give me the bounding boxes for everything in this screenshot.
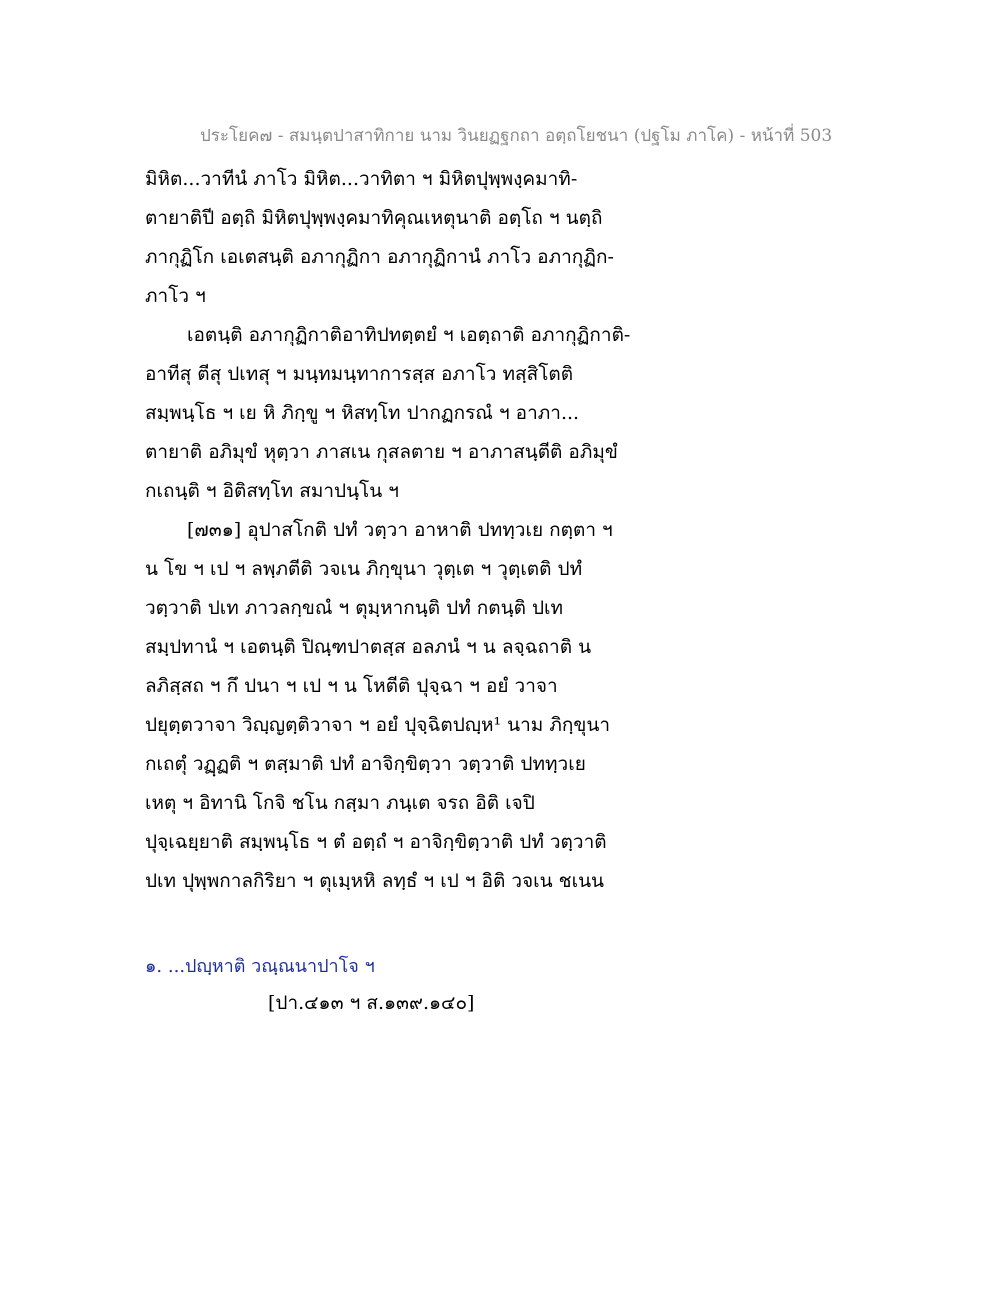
text-line: น โข ฯ เป ฯ ลพฺภตีติ วจเน ภิกฺขุนา วุตฺเต ฯ วุตฺเตติ ปทํ	[145, 558, 583, 580]
text-line: [๗๓๑] อุปาสโกติ ปทํ วตฺวา อาหาติ ปททฺวเย กตฺตา ฯ	[187, 519, 613, 541]
text-line: ภาโว ฯ	[145, 285, 206, 307]
text-line: เอตนฺติ อภากุฏิกาติอาทิปทตฺตยํ ฯ เอตฺถาติ อภากุฏิกาติ-	[187, 324, 631, 346]
text-line: ตายาติ อภิมุขํ หุตฺวา ภาสเน กุสลตาย ฯ อาภาสนฺตีติ อภิมุขํ	[145, 441, 618, 463]
text-line: กเถนฺติ ฯ อิติสทฺโท สมาปนฺโน ฯ	[145, 480, 399, 502]
page-reference: [ปา.๔๑๓ ฯ ส.๑๓๙.๑๔๐]	[268, 992, 475, 1014]
body-text	[145, 160, 845, 901]
text-line: ปุจฺเฉยฺยาติ สมฺพนฺโธ ฯ ตํ อตฺถํ ฯ อาจิกฺขิตฺวาติ ปทํ วตฺวาติ	[145, 831, 607, 853]
text-line: มิหิต...วาทีนํ ภาโว มิหิต...วาทิตา ฯ มิหิตปุพฺพงฺคมาทิ-	[145, 168, 578, 190]
text-line: สมฺพนฺโธ ฯ เย หิ ภิกฺขู ฯ หิสทฺโท ปากฏกรณํ ฯ อาภา...	[145, 402, 580, 424]
text-line: วตฺวาติ ปเท ภาวลกฺขณํ ฯ ตุมฺหากนฺติ ปทํ กตนฺติ ปเท	[145, 597, 564, 619]
text-line: เหตุ ฯ อิทานิ โกจิ ชโน กสฺมา ภนฺเต จรถ อิติ เจปิ	[145, 792, 535, 814]
text-line: ปยุตฺตวาจา วิญฺญตฺติวาจา ฯ อยํ ปุจฺฉิตปญฺห¹ นาม ภิกฺขุนา	[145, 714, 611, 736]
text-line: ภากุฏิโก เอเตสนฺติ อภากุฏิกา อภากุฏิกานํ ภาโว อภากุฏิก-	[145, 246, 614, 268]
text-line: อาทีสุ ตีสุ ปเทสุ ฯ มนฺทมนฺทาการสฺส อภาโว ทสฺสิโตติ	[145, 363, 574, 385]
text-line: สมฺปทานํ ฯ เอตนฺติ ปิณฺฑปาตสฺส อลภนํ ฯ น ลจฺฉถาติ น	[145, 636, 592, 658]
text-line: ปเท ปุพฺพกาลกิริยา ฯ ตุเมฺหหิ ลทฺธํ ฯ เป ฯ อิติ วจเน ชเนน	[145, 870, 605, 892]
text-line: กเถตุํ วฏฺฏติ ฯ ตสฺมาติ ปทํ อาจิกฺขิตฺวา วตฺวาติ ปททฺวเย	[145, 753, 586, 775]
page-header: ประโยค๗ - สมนฺตปาสาทิกาย นาม วินยฏฐกถา อตฺถโยชนา (ปฐโม ภาโค) - หน้าที่ 503	[200, 126, 833, 146]
text-line: ตายาติปี อตฺถิ มิหิตปุพฺพงฺคมาทิคุณเหตุนาติ อตฺโถ ฯ นตฺถิ	[145, 207, 603, 229]
text-line: ลภิสฺสถ ฯ กึ ปนา ฯ เป ฯ น โหตีติ ปุจฺฉา ฯ อยํ วาจา	[145, 675, 558, 697]
footnote: ๑. ...ปญฺหาติ วณฺณนาปาโจ ฯ	[145, 956, 375, 977]
